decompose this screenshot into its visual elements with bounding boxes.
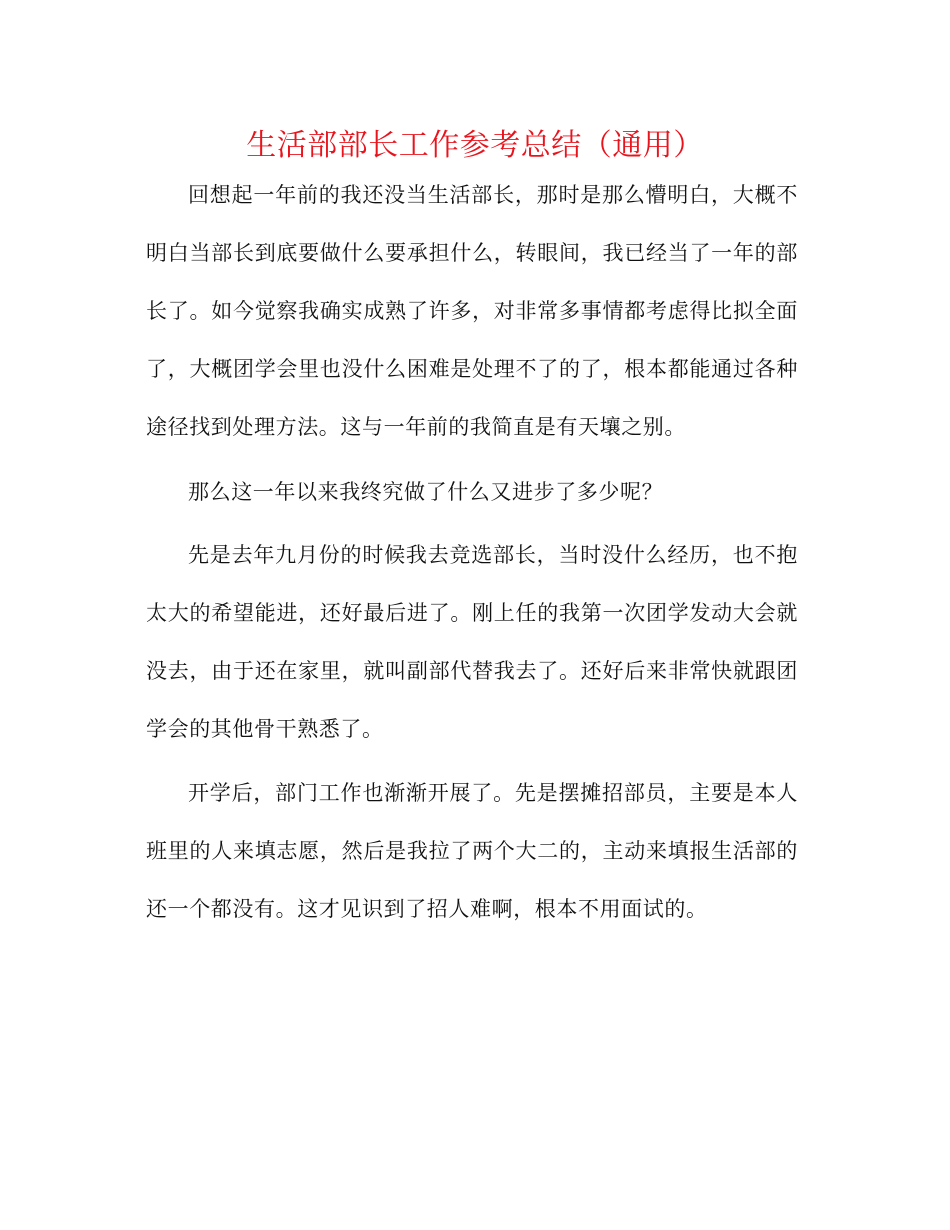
document-title: 生活部部长工作参考总结（通用）: [246, 128, 704, 163]
paragraph-4: 开学后，部门工作也渐渐开展了。先是摆摊招部员，主要是本人班里的人来填志愿，然后是我拉了两个大二的，主动来填报生活部的还一个都没有。这才见识到了招人难啊，根本不用面试的。: [146, 781, 798, 921]
paragraph-1: 回想起一年前的我还没当生活部长，那时是那么懵明白，大概不明白当部长到底要做什么要承担什么，转眼间，我已经当了一年的部长了。如今觉察我确实成熟了许多，对非常多事情都考虑得比拟全面了，大概团学会里也没什么困难是处理不了的了，根本都能通过各种途径找到处理方法。这与一年前的我简直是有天壤之别。: [146, 183, 798, 439]
document-body: [146, 166, 798, 938]
paragraph-3: 先是去年九月份的时候我去竞选部长，当时没什么经历，也不抱太大的希望能进，还好最后进了。刚上任的我第一次团学发动大会就没去，由于还在家里，就叫副部代替我去了。还好后来非常快就跟团学会的其他骨干熟悉了。: [146, 543, 798, 741]
paragraph-2: 那么这一年以来我终究做了什么又进步了多少呢？: [188, 480, 664, 504]
